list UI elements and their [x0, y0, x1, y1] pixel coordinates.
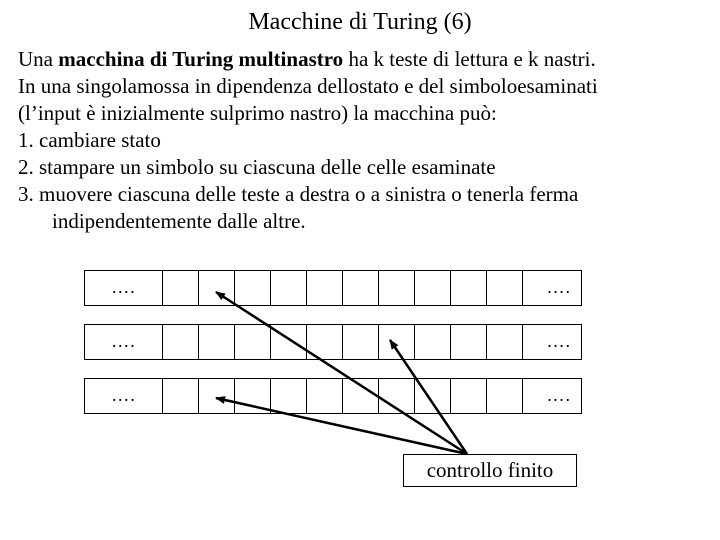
tape-cell: [342, 324, 378, 360]
tape-cell: [162, 270, 198, 306]
finite-control-box: controllo finito: [403, 454, 577, 487]
tape-cell: [450, 324, 486, 360]
tape-1-right-ellipsis: ….: [522, 270, 582, 306]
arrow-to-tape-1-head: [216, 292, 467, 454]
tape-cell: [270, 270, 306, 306]
tape-cell: [486, 378, 522, 414]
tape-cell: [414, 324, 450, 360]
tape-cell: [198, 324, 234, 360]
paragraph-line-2: In una singolamossa in dipendenza dellostato e del simboloesaminati: [18, 74, 598, 98]
tape-cell: [234, 324, 270, 360]
tape-cell: [414, 270, 450, 306]
list-item-3-continuation: indipendentemente dalle altre.: [52, 209, 306, 233]
tape-3-right-ellipsis: ….: [522, 378, 582, 414]
tape-1-left-ellipsis: ….: [84, 270, 162, 306]
list-item-3: 3. muovere ciascuna delle teste a destra o a sinistra o tenerla ferma: [18, 182, 579, 206]
paragraph-line-3: (l’input è inizialmente sulprimo nastro) la macchina può:: [18, 101, 497, 125]
tape-cell-head: [198, 378, 234, 414]
list-item-1: 1. cambiare stato: [18, 128, 161, 152]
paragraph-line-1-suffix: ha k teste di lettura e k nastri.: [343, 47, 596, 71]
paragraph-line-1-bold-term: macchina di Turing multinastro: [58, 47, 344, 71]
tape-cell-head: [378, 324, 414, 360]
tape-cell: [378, 270, 414, 306]
tape-3-left-ellipsis: ….: [84, 378, 162, 414]
list-item-2: 2. stampare un simbolo su ciascuna delle celle esaminate: [18, 155, 496, 179]
tape-cell: [270, 324, 306, 360]
tape-2: [84, 324, 582, 360]
tape-cell: [306, 378, 342, 414]
tape-cell: [306, 324, 342, 360]
tape-cell: [486, 324, 522, 360]
tape-cell: [342, 270, 378, 306]
tape-cell: [162, 378, 198, 414]
tape-cell: [378, 378, 414, 414]
tape-cell: [450, 270, 486, 306]
tape-cell: [486, 270, 522, 306]
tape-cell: [306, 270, 342, 306]
tape-cell: [270, 378, 306, 414]
tape-cell-head: [198, 270, 234, 306]
paragraph-line-1-prefix: Una: [18, 47, 59, 71]
tape-3: [84, 378, 582, 414]
tape-cell: [234, 378, 270, 414]
tape-cell: [162, 324, 198, 360]
tape-cell: [450, 378, 486, 414]
slide-title: Macchine di Turing (6): [248, 9, 472, 35]
tape-2-left-ellipsis: ….: [84, 324, 162, 360]
tape-cell: [342, 378, 378, 414]
tape-cell: [414, 378, 450, 414]
tape-cell: [234, 270, 270, 306]
tape-2-right-ellipsis: ….: [522, 324, 582, 360]
tape-1: [84, 270, 582, 306]
